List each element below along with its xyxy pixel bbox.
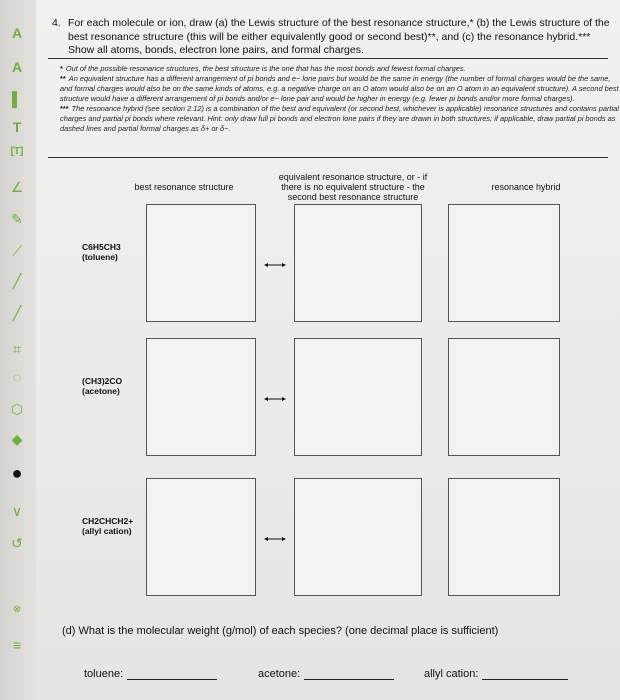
- stroke-icon[interactable]: ╱: [12, 272, 22, 289]
- box-acetone-equivalent[interactable]: [294, 338, 422, 456]
- stamp-icon[interactable]: ⬡: [10, 400, 24, 417]
- box-toluene-hybrid[interactable]: [448, 204, 560, 322]
- arrow-icon[interactable]: ∨: [11, 502, 23, 519]
- name-toluene: (toluene): [82, 252, 118, 262]
- answer-allyl-field[interactable]: [482, 667, 568, 680]
- eraser-icon[interactable]: ◆: [11, 430, 23, 447]
- close-icon[interactable]: ⊗: [12, 603, 22, 615]
- answer-toluene: [84, 667, 217, 680]
- ellipse-icon[interactable]: ◌: [12, 369, 22, 385]
- answer-allyl-label: allyl cation:: [424, 668, 479, 680]
- line-icon[interactable]: ∠: [10, 178, 24, 195]
- resonance-arrow-icon: [264, 260, 286, 270]
- divider-top: [48, 58, 608, 59]
- dot-icon[interactable]: ●: [11, 462, 23, 483]
- molecule-allyl: [82, 516, 133, 536]
- footnote-2: ** An equivalent structure has a different arrangement of pi bonds and e− lone pairs but would be the same in energy (the number of formal charges would be the same, and formal charges would also be on the same kinds of atoms, e.g. a negative charge on an O atom would also be on an O atom in an equivalent structure). A second best structure would have a different arrangement of pi bonds and/or e− lone pair and would be higher in energy (e.g. fewer pi bonds and/or more formal charges).: [60, 74, 619, 103]
- menu-icon[interactable]: ≡: [12, 637, 22, 653]
- pen-icon[interactable]: ▌: [12, 91, 22, 107]
- marker-icon[interactable]: ✎: [11, 210, 23, 227]
- box-acetone-best[interactable]: [146, 338, 256, 456]
- worksheet: [36, 0, 620, 700]
- header-equivalent: equivalent resonance structure, or - if there is no equivalent structure - the second best resonance structure: [278, 172, 428, 202]
- text-a-icon[interactable]: A: [11, 25, 23, 41]
- answer-allyl: [424, 667, 568, 680]
- answer-toluene-field[interactable]: [127, 667, 217, 680]
- box-toluene-equivalent[interactable]: [294, 204, 422, 322]
- molecule-toluene: [82, 242, 121, 262]
- question-text: [52, 17, 616, 58]
- question-body: For each molecule or ion, draw (a) the Lewis structure of the best resonance structure,* (b) the Lewis structure of the best resonance structure (this will be either equivalently good or second best)**, and (c) the resonance hybrid.*** Show all atoms, bonds, electron lone pairs, and formal charges.: [68, 17, 610, 56]
- box-allyl-best[interactable]: [146, 478, 256, 596]
- answer-toluene-label: toluene:: [84, 668, 124, 680]
- textbox-icon[interactable]: [T]: [10, 145, 24, 157]
- annotation-toolbar: [0, 0, 37, 700]
- text-tool-icon[interactable]: T: [12, 119, 22, 135]
- header-hybrid: resonance hybrid: [491, 182, 561, 192]
- formula-acetone: (CH3)2CO: [82, 376, 123, 386]
- resonance-arrow-icon: [264, 394, 286, 404]
- box-toluene-best[interactable]: [146, 204, 256, 322]
- resonance-arrow-icon: [264, 534, 286, 544]
- answer-acetone-label: acetone:: [258, 668, 301, 680]
- name-allyl: (allyl cation): [82, 526, 132, 536]
- name-acetone: (acetone): [82, 386, 120, 396]
- formula-allyl: CH2CHCH2+: [82, 516, 134, 526]
- pencil-icon[interactable]: ⟋: [12, 242, 22, 259]
- header-best: best resonance structure: [134, 182, 234, 192]
- highlighter-icon[interactable]: A: [11, 59, 23, 75]
- answer-acetone: [258, 667, 394, 680]
- box-allyl-equivalent[interactable]: [294, 478, 422, 596]
- formula-toluene: C6H5CH3: [82, 242, 121, 252]
- box-acetone-hybrid[interactable]: [448, 338, 560, 456]
- footnotes: [60, 64, 620, 134]
- footnote-3: *** The resonance hybrid (see section 2.12) is a combination of the best and equivalent (or second best, whichever is applicable) resonance structures and contains partial charges and partial pi bonds where relevant. Hint: only draw full pi bonds and electron lone pairs if they are drawn in both structures; if applicable, draw partial pi bonds as dashed lines and partial formal charges as δ+ or δ−.: [60, 104, 619, 133]
- line2-icon[interactable]: ╱: [12, 304, 22, 321]
- rect-icon[interactable]: ⌗: [13, 340, 21, 357]
- footnote-1: * Out of the possible resonance structures, the best structure is the one that has the most bonds and fewest formal charges.: [60, 64, 466, 73]
- part-d-question: (d) What is the molecular weight (g/mol) of each species? (one decimal place is sufficient): [62, 625, 499, 637]
- answer-acetone-field[interactable]: [304, 667, 394, 680]
- box-allyl-hybrid[interactable]: [448, 478, 560, 596]
- molecule-acetone: [82, 376, 122, 396]
- divider-bottom: [48, 157, 608, 158]
- question-number: 4.: [52, 17, 61, 29]
- undo-icon[interactable]: ↺: [11, 534, 23, 551]
